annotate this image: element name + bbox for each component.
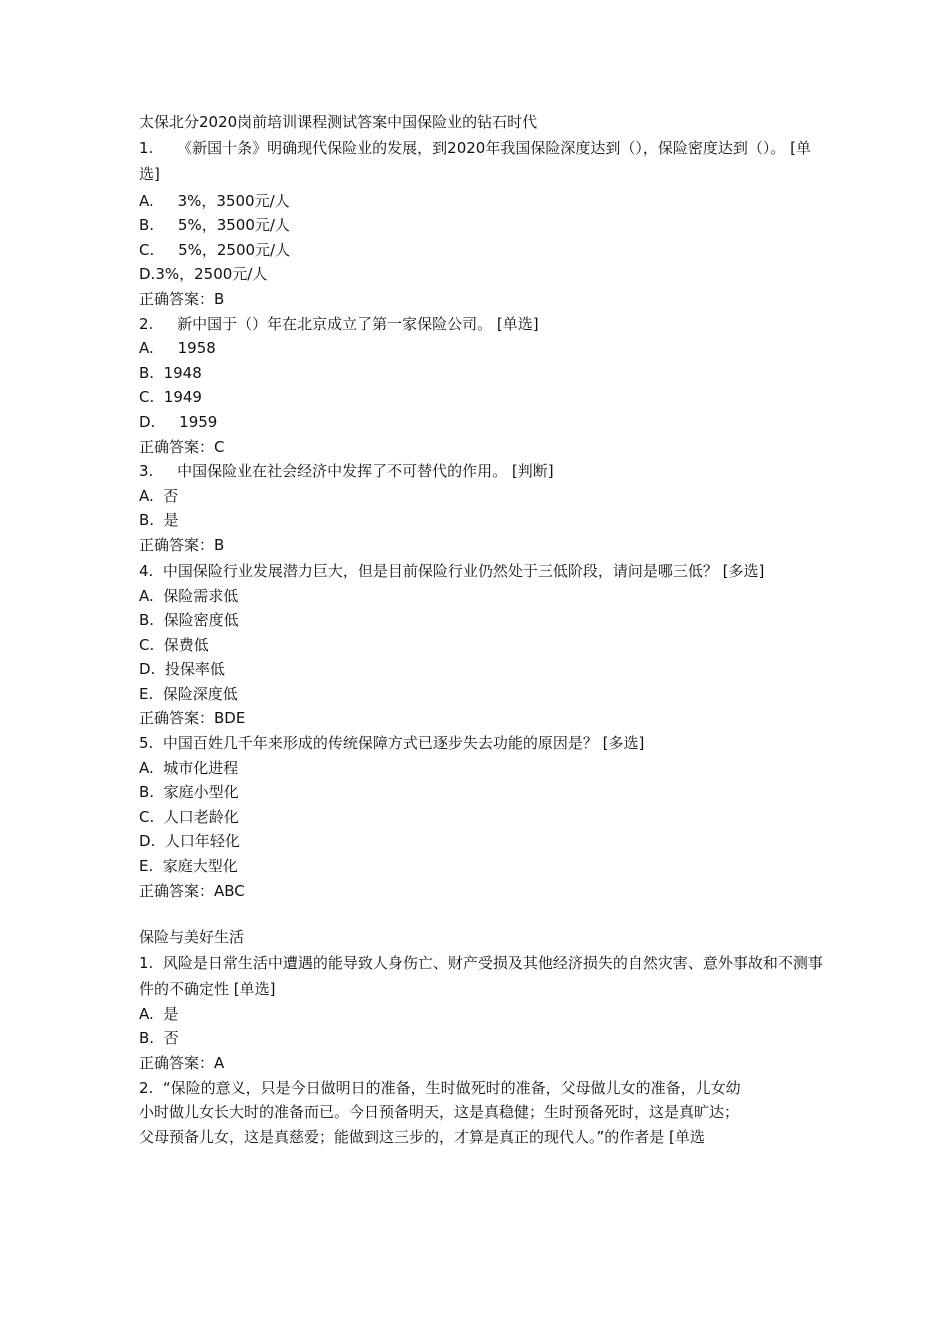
question-1-text: 1. 《新国十条》明确现代保险业的发展，到2020年我国保险深度达到（），保险密度达到（）。 [单选] [139,138,811,183]
question-4-text: 4. 中国保险行业发展潜力巨大，但是目前保险行业仍然处于三低阶段，请问是哪三低？ [多选] [139,561,765,580]
section-spacer [139,903,829,925]
answer-line: 正确答案：BDE [139,709,246,728]
option-b: B. 1948 [139,363,202,382]
option-e: E. 家庭大型化 [139,857,238,876]
answer-line: 正确答案：ABC [139,881,245,900]
option-a: A. 是 [139,1004,179,1023]
option-d: D. 投保率低 [139,660,225,679]
question-3-text: 3. 中国保险业在社会经济中发挥了不可替代的作用。 [判断] [139,462,554,481]
document-title: 太保北分2020岗前培训课程测试答案中国保险业的钻石时代 [139,113,538,131]
option-a: A. 1958 [139,339,216,358]
option-a: A. 保险需求低 [139,586,239,605]
option-b: B. 否 [139,1029,179,1048]
option-a: A. 否 [139,486,179,505]
option-b: B. 是 [139,511,179,530]
option-c: C. 1949 [139,388,202,407]
option-c: C. 保费低 [139,635,209,654]
option-d: D.3%，2500元/人 [139,265,268,284]
question-5-text: 5. 中国百姓几千年来形成的传统保障方式已逐步失去功能的原因是？ [多选] [139,734,645,753]
document-page [139,110,829,1149]
answer-line: 正确答案：B [139,535,225,554]
question-2-text-line-1: 2. “保险的意义，只是今日做明日的准备，生时做死时的准备，父母做儿女的准备，儿女幼 [139,1078,741,1097]
option-e: E. 保险深度低 [139,684,238,703]
option-d: D. 1959 [139,412,218,431]
option-c: C. 5%，2500元/人 [139,240,291,259]
question-2-text-line-2: 小时做儿女长大时的准备而已。今日预备明天，这是真稳健；生时预备死时，这是真旷达； [139,1103,740,1122]
section-heading: 保险与美好生活 [139,928,245,947]
answer-line: 正确答案：B [139,289,225,308]
option-b: B. 5%，3500元/人 [139,216,290,235]
option-a: A. 城市化进程 [139,758,239,777]
answer-line: 正确答案：A [139,1054,225,1072]
question-1-text: 1. 风险是日常生活中遭遇的能导致人身伤亡、财产受损及其他经济损失的自然灾害、意外事故和不测事件的不确定性 [单选] [139,953,823,998]
option-a: A. 3%，3500元/人 [139,191,290,210]
question-2-text: 2. 新中国于（）年在北京成立了第一家保险公司。 [单选] [139,314,539,333]
option-c: C. 人口老龄化 [139,807,239,826]
answer-line: 正确答案：C [139,437,225,456]
option-b: B. 家庭小型化 [139,783,239,802]
question-2-text-line-3: 父母预备儿女，这是真慈爱；能做到这三步的，才算是真正的现代人。”的作者是 [单选 [139,1127,705,1146]
option-d: D. 人口年轻化 [139,832,240,851]
option-b: B. 保险密度低 [139,611,239,630]
